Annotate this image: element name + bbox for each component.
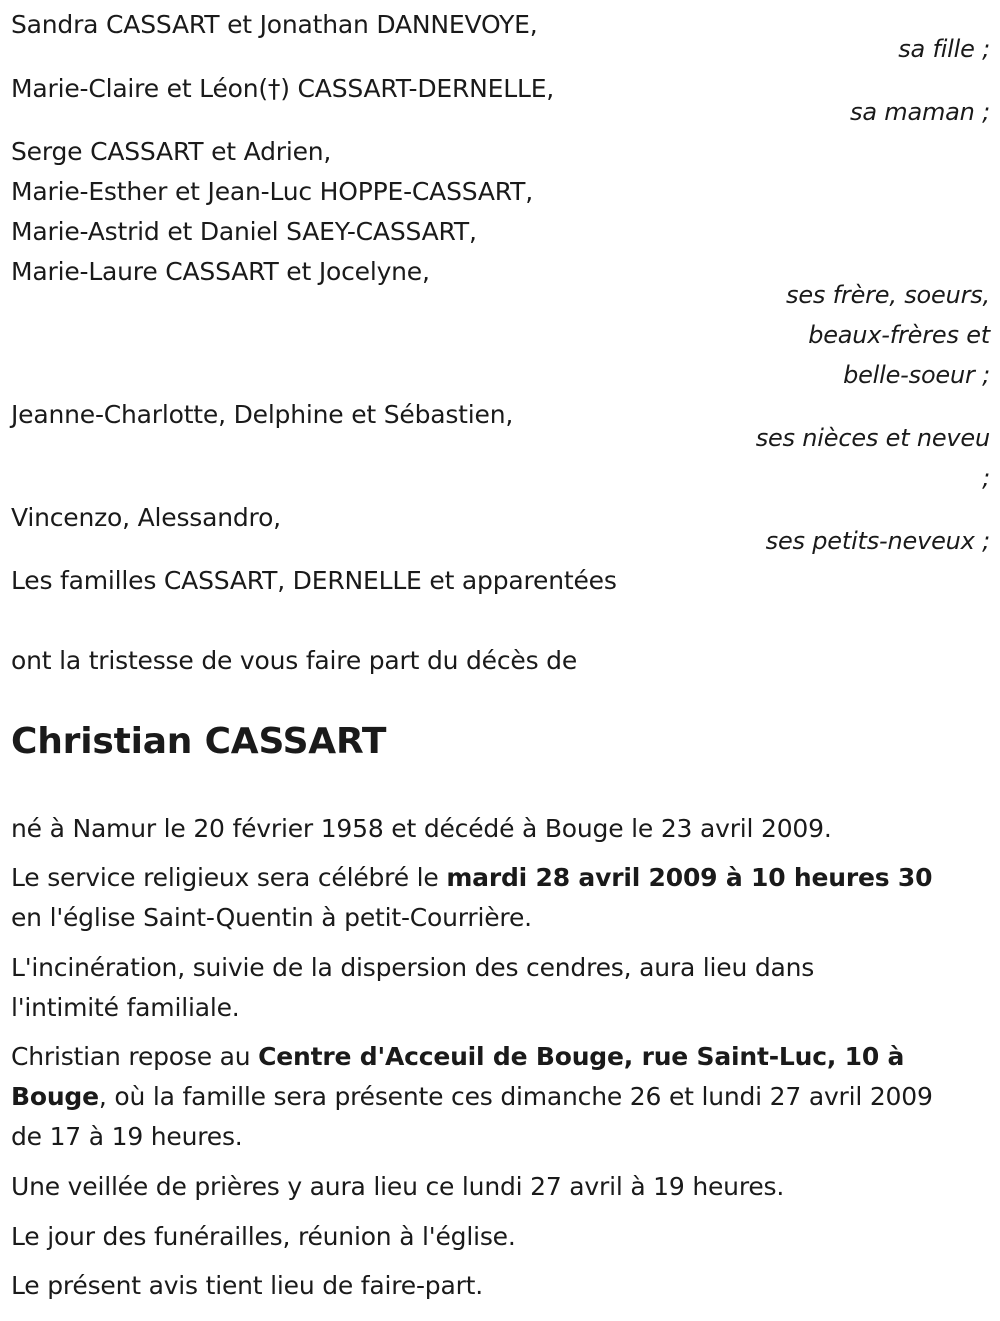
relation-nieces-2: ; (982, 464, 990, 492)
repose-place-1: Centre d'Acceuil de Bouge, rue Saint-Luc, 10 à (258, 1042, 905, 1071)
deceased-name: Christian CASSART (11, 721, 387, 762)
relation-siblings-2: beaux-frères et (808, 321, 990, 349)
family-names-siblings-4: Marie-Laure CASSART et Jocelyne, (11, 257, 430, 286)
repose-place-2: Bouge (11, 1082, 99, 1111)
family-names-siblings-2: Marie-Esther et Jean-Luc HOPPE-CASSART, (11, 177, 533, 206)
family-names-mother: Marie-Claire et Léon(†) CASSART-DERNELLE, (11, 74, 555, 103)
relation-siblings-1: ses frère, soeurs, (786, 281, 990, 309)
family-names-siblings-1: Serge CASSART et Adrien, (11, 137, 332, 166)
family-names-grandnephews: Vincenzo, Alessandro, (11, 503, 281, 532)
family-names-nieces: Jeanne-Charlotte, Delphine et Sébastien, (11, 400, 514, 429)
service-date-time: mardi 28 avril 2009 à 10 heures 30 (446, 863, 933, 892)
relation-nieces-1: ses nièces et neveu (755, 424, 990, 452)
announcement-text: ont la tristesse de vous faire part du décès de (11, 646, 578, 675)
relation-grandnephews: ses petits-neveux ; (765, 527, 990, 555)
incineration-line-1: L'incinération, suivie de la dispersion des cendres, aura lieu dans (11, 953, 815, 982)
family-names-siblings-3: Marie-Astrid et Daniel SAEY-CASSART, (11, 217, 477, 246)
born-died-text: né à Namur le 20 février 1958 et décédé à Bouge le 23 avril 2009. (11, 814, 832, 843)
repose-line-1 (11, 1042, 904, 1072)
vigil-text: Une veillée de prières y aura lieu ce lundi 27 avril à 19 heures. (11, 1172, 785, 1201)
relation-daughter: sa fille ; (898, 35, 990, 63)
service-line (11, 863, 932, 893)
relation-mother: sa maman ; (850, 98, 990, 126)
family-names-families: Les familles CASSART, DERNELLE et apparentées (11, 566, 617, 595)
repose-prefix: Christian repose au (11, 1042, 259, 1071)
repose-suffix: , où la famille sera présente ces dimanche 26 et lundi 27 avril 2009 (98, 1082, 933, 1111)
repose-line-2 (11, 1082, 933, 1112)
incineration-line-2: l'intimité familiale. (11, 993, 240, 1022)
repose-line-3: de 17 à 19 heures. (11, 1122, 243, 1151)
family-names-daughter: Sandra CASSART et Jonathan DANNEVOYE, (11, 10, 538, 39)
funeral-meeting-text: Le jour des funérailles, réunion à l'église. (11, 1222, 516, 1251)
relation-siblings-3: belle-soeur ; (843, 361, 990, 389)
service-prefix: Le service religieux sera célébré le (11, 863, 447, 892)
service-location: en l'église Saint-Quentin à petit-Courrière. (11, 903, 532, 932)
notice-text: Le présent avis tient lieu de faire-part. (11, 1271, 484, 1300)
